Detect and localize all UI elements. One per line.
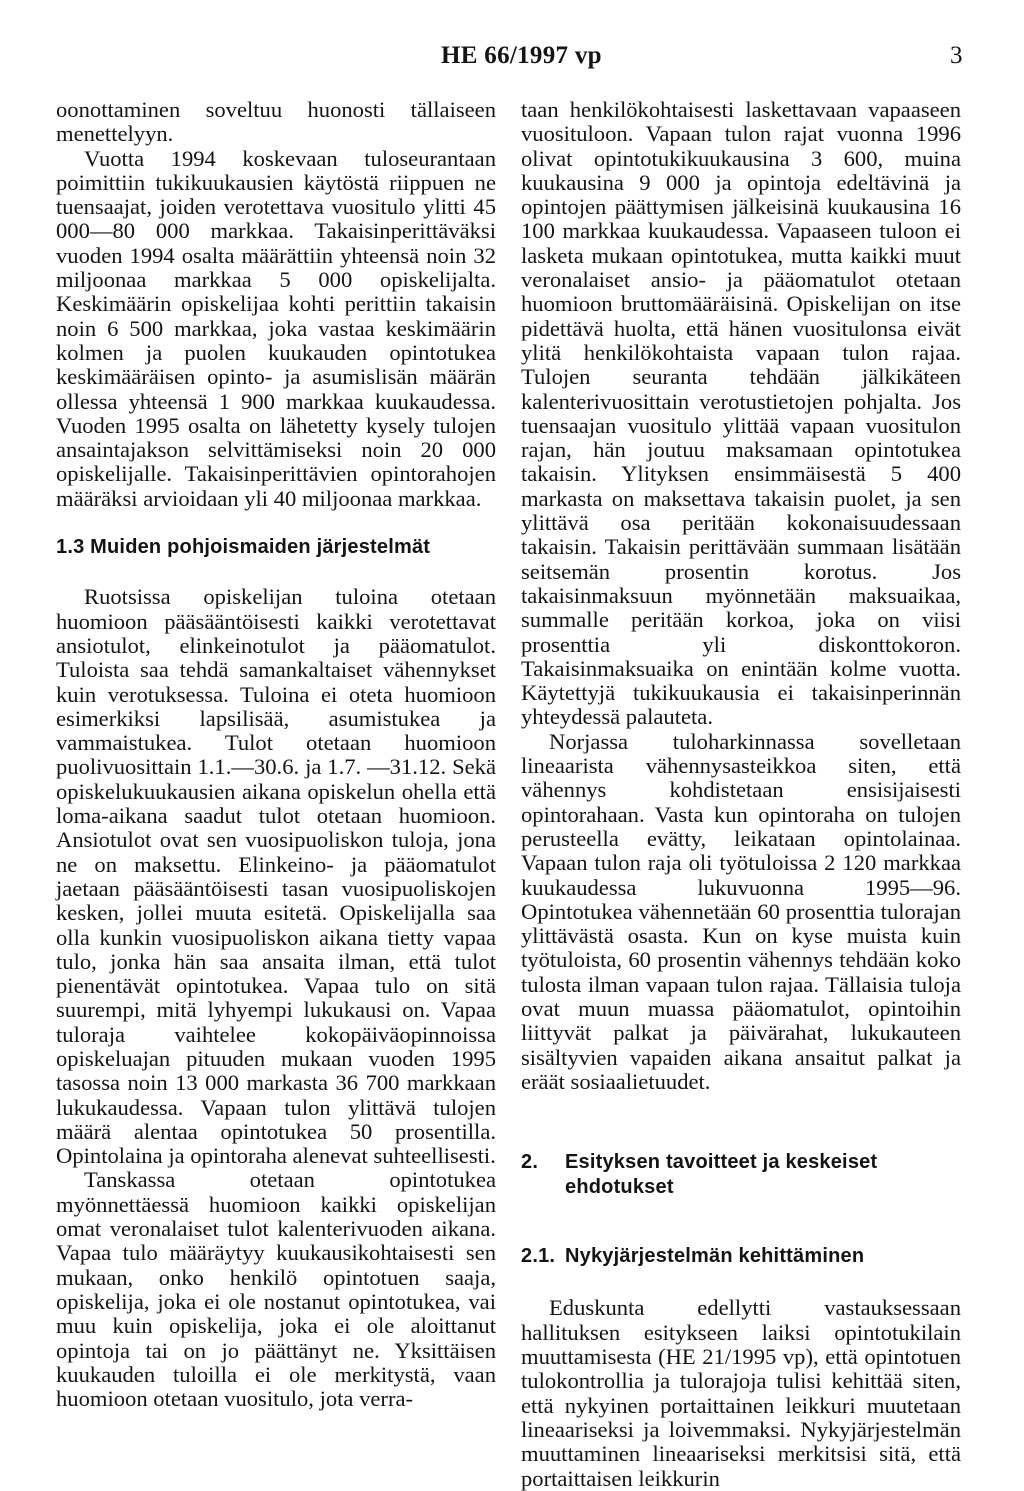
section-heading: 1.3 Muiden pohjoismaiden järjestelmät	[56, 536, 431, 559]
document-id: HE 66/1997 vp	[441, 42, 602, 69]
paragraph: Vuotta 1994 koskevaan tuloseurantaan poimittiin tukikuukausien käytöstä riippuen ne tuensaajat, joiden verotettava vuositulo ylitti 45 000—80 000 markkaa. Takaisinperittäväksi vuoden 1994 osalta määrättiin yhteensä noin 32 miljoonaa markkaa 5 000 opiskelijalta. Keskimäärin opiskelijaa kohti perittiin takaisin noin 6 500 markkaa, joka vastaa keskimäärin kolmen ja puolen kuukauden opintotukea keskimääräisen opinto- ja asumislisän määrän ollessa yhteensä 1 900 markkaa kuukaudessa. Vuoden 1995 osalta on lähetetty kysely tulojen ansaintajakson selvittämiseksi noin 20 000 opiskelijalle. Takaisinperittävien opintorahojen määräksi arvioidaan yli 40 miljoonaa markkaa.	[56, 145, 496, 511]
paragraph: Norjassa tuloharkinnassa sovelletaan lineaarista vähennysasteikkoa siten, että vähennys kohdistetaan ensisijaisesti opintorahaan. Vasta kun opintoraha on tulojen perusteella evätty, leikataan opintolainaa. Vapaan tulon raja oli työtuloissa 2 120 markkaa kuukaudessa lukuvuonna 1995—96. Opintotukea vähennetään 60 prosenttia tulorajan ylittävästä osasta. Kun on kyse muista kuin työtuloista, 60 prosentin vähennys tehdään koko tulosta ilman vapaan tulon rajaa. Tällaisia tuloja ovat muun muassa pääomatulot, opintoihin liittyvät palkat ja päivärahat, lukukauteen sisältyvien vapaiden aikana ansaitut palkat ja eräät sosiaalietuudet.	[521, 728, 961, 1094]
left-column	[56, 98, 496, 1411]
paragraph: Ruotsissa opiskelijan tuloina otetaan huomioon pääsääntöisesti kaikki verotettavat ansiotulot, elinkeinotulot ja pääomatulot. Tuloista saa tehdä samankaltaiset vähennykset kuin verotuksessa. Tuloina ei oteta huomioon esimerkiksi lapsilisää, asumistukea ja vammaistukea. Tulot otetaan huomioon puolivuosittain 1.1.—30.6. ja 1.7. —31.12. Sekä opiskelukuukausien aikana opiskelun ohella että loma-aikana saadut tulot otetaan huomioon. Ansiotulot ovat sen vuosipuoliskon tuloja, jona ne on maksettu. Elinkeino- ja pääomatulot jaetaan pääsääntöisesti tasan vuosipuoliskojen kesken, jollei muuta esitetä. Opiskelijalla saa olla kunkin vuosipuoliskon aikana tietty vapaa tulo, jonka hän saa ansaita ilman, että tulot pienentävät opintotukea. Vapaa tulo on sitä suurempi, mitä lyhyempi lukukausi on. Vapaa tuloraja vaihtelee kokopäiväopinnoissa opiskeluajan pituuden mukaan vuoden 1995 tasossa noin 13 000 markasta 36 700 markkaan lukukaudessa. Vapaan tulon ylittävä tulojen määrä alentaa opintotukea 50 prosentilla. Opintolaina ja opintoraha alenevat suhteellisesti.	[56, 584, 496, 1169]
right-column	[521, 98, 961, 1491]
heading-text: Esityksen tavoitteet ja keskeiset ehdotukset	[565, 1151, 878, 1199]
section-heading	[521, 1150, 961, 1200]
page-number: 3	[950, 42, 963, 69]
subsection-heading	[521, 1244, 961, 1268]
paragraph: Eduskunta edellytti vastauksessaan hallituksen esitykseen laiksi opintotukilain muuttamisesta (HE 21/1995 vp), että opintotuen tulokontrollia ja tulorajoja tulisi kehittää siten, että nykyinen portaittainen leikkuri muutetaan lineaariseksi ja loivemmaksi. Nykyjärjestelmän muuttaminen lineaariseksi merkitsisi sitä, että portaittaisen leikkurin	[521, 1295, 961, 1491]
paragraph: taan henkilökohtaisesti laskettavaan vapaaseen vuosituloon. Vapaan tulon rajat vuonna 1996 olivat opintotukikuukausina 3 600, muina kuukausina 9 000 ja opintoja edeltävinä ja opintojen päättymisen jälkeisinä kuukausina 16 100 markkaa kuukaudessa. Vapaaseen tuloon ei lasketa mukaan opintotukea, mutta kaikki muut veronalaiset ansio- ja pääomatulot otetaan huomioon bruttomääräisinä. Opiskelijan on itse pidettävä huolta, että hänen vuositulonsa eivät ylitä henkilökohtaista vapaan tulon rajaa. Tulojen seuranta tehdään jälkikäteen kalenterivuosittain verotustietojen pohjalta. Jos tuensaajan vuositulo ylittää vapaan vuositulon rajan, hän joutuu maksamaan opintotukea takaisin. Ylityksen ensimmäisestä 5 400 markasta on maksettava takaisin puolet, ja sen ylittävä osa peritään kokonaisuudessaan takaisin. Takaisin perittävään summaan lisätään seitsemän prosentin korotus. Jos takaisinmaksuun myönnetään maksuaikaa, summalle peritään korkoa, joka on viisi prosenttia yli diskonttokoron. Takaisinmaksuaika on enintään kolme vuotta. Käytettyjä tukikuukausia ei takaisinperinnän yhteydessä palauteta.	[521, 97, 961, 730]
paragraph: Tanskassa otetaan opintotukea myönnettäessä huomioon kaikki opiskelijan omat veronalaiset tulot kalenterivuoden aikana. Vapaa tulo määräytyy kuukausikohtaisesti sen mukaan, onko henkilö opintotuen saaja, opiskelija, joka ei ole nostanut opintotukea, vai muu kuin opiskelija, joka ei ole aloittanut opintoja tai on jo päättänyt ne. Yksittäisen kuukauden tuloilla ei ole merkitystä, vaan huomioon otetaan vuositulo, jota verra-	[56, 1167, 496, 1412]
heading-number: 2.1.	[521, 1245, 556, 1268]
heading-text: Nykyjärjestelmän kehittäminen	[565, 1245, 865, 1268]
paragraph: oonottaminen soveltuu huonosti tällaiseen menettelyyn.	[56, 97, 496, 147]
heading-number: 2.	[521, 1151, 539, 1174]
page-header	[0, 42, 1024, 82]
